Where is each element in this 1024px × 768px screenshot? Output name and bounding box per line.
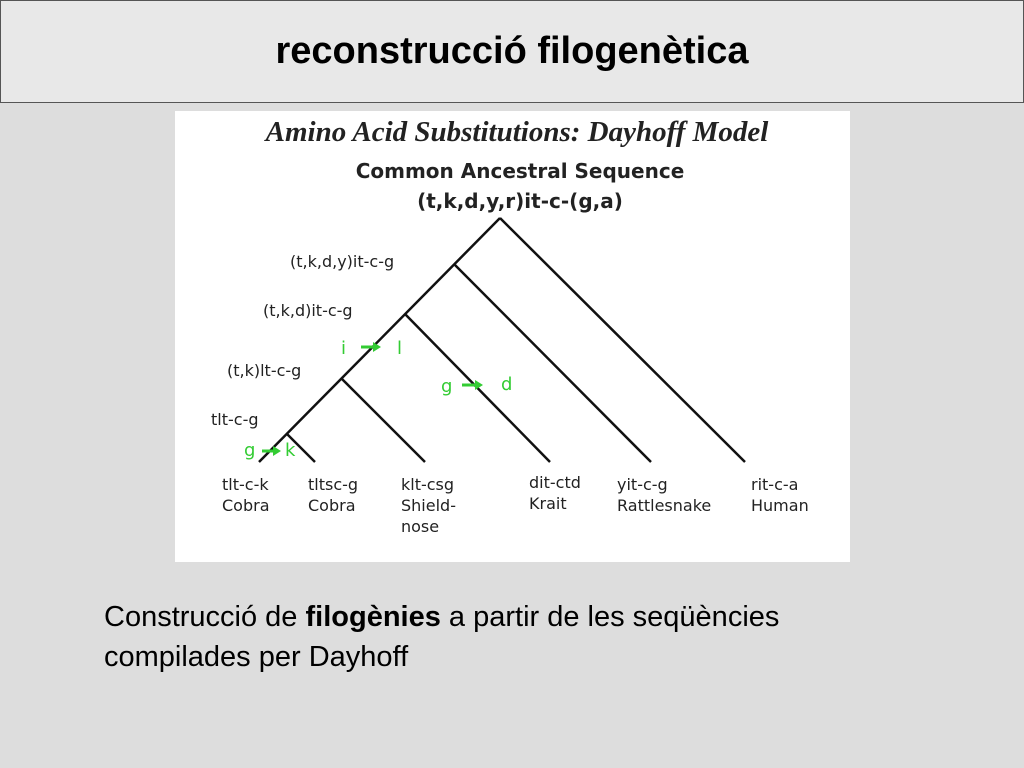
leaf-species: Rattlesnake	[617, 496, 712, 515]
leaf-species-cont: nose	[401, 517, 440, 536]
caption-bold-term: filogènies	[305, 601, 441, 633]
substitution-to: d	[501, 374, 513, 395]
substitution-to: l	[397, 338, 403, 359]
branch-shieldnose	[342, 379, 425, 462]
phylogeny-figure	[175, 111, 850, 562]
leaf-species: Human	[751, 496, 809, 515]
leaf-sequence: tltsc-g	[308, 475, 359, 494]
substitution-to: k	[285, 440, 296, 461]
leaf-sequence: tlt-c-k	[222, 475, 269, 494]
branch-human	[500, 218, 745, 462]
leaf-sequence: klt-csg	[401, 475, 455, 494]
slide-caption	[104, 597, 924, 677]
substitution-arrow-icon	[361, 342, 381, 352]
leaf-species: Cobra	[308, 496, 356, 515]
substitution-from: g	[441, 376, 453, 397]
substitution-from: g	[244, 440, 256, 461]
figure-title: Amino Acid Substitutions: Dayhoff Model	[265, 116, 769, 148]
root-sequence: (t,k,d,y,r)it-c-(g,a)	[417, 189, 623, 213]
node-label: (t,k)lt-c-g	[227, 361, 302, 380]
leaf-sequence: yit-c-g	[617, 475, 668, 494]
root-heading: Common Ancestral Sequence	[355, 159, 685, 183]
leaf-species: Shield-	[401, 496, 456, 515]
leaf-species: Krait	[529, 494, 567, 513]
leaf-sequence: dit-ctd	[529, 473, 581, 492]
branch-rattlesnake	[455, 265, 651, 462]
node-label: tlt-c-g	[211, 410, 259, 429]
phylogeny-tree	[175, 111, 850, 562]
slide-title-bar	[0, 0, 1024, 103]
node-label: (t,k,d,y)it-c-g	[290, 252, 395, 271]
slide-title: reconstrucció filogenètica	[275, 30, 749, 72]
node-label: (t,k,d)it-c-g	[263, 301, 353, 320]
caption-text: Construcció de	[104, 601, 306, 633]
caption-text: a partir de les seqüències compilades per Dayhoff	[104, 601, 780, 673]
leaf-species: Cobra	[222, 496, 270, 515]
leaf-sequence: rit-c-a	[751, 475, 799, 494]
substitution-from: i	[341, 338, 347, 359]
